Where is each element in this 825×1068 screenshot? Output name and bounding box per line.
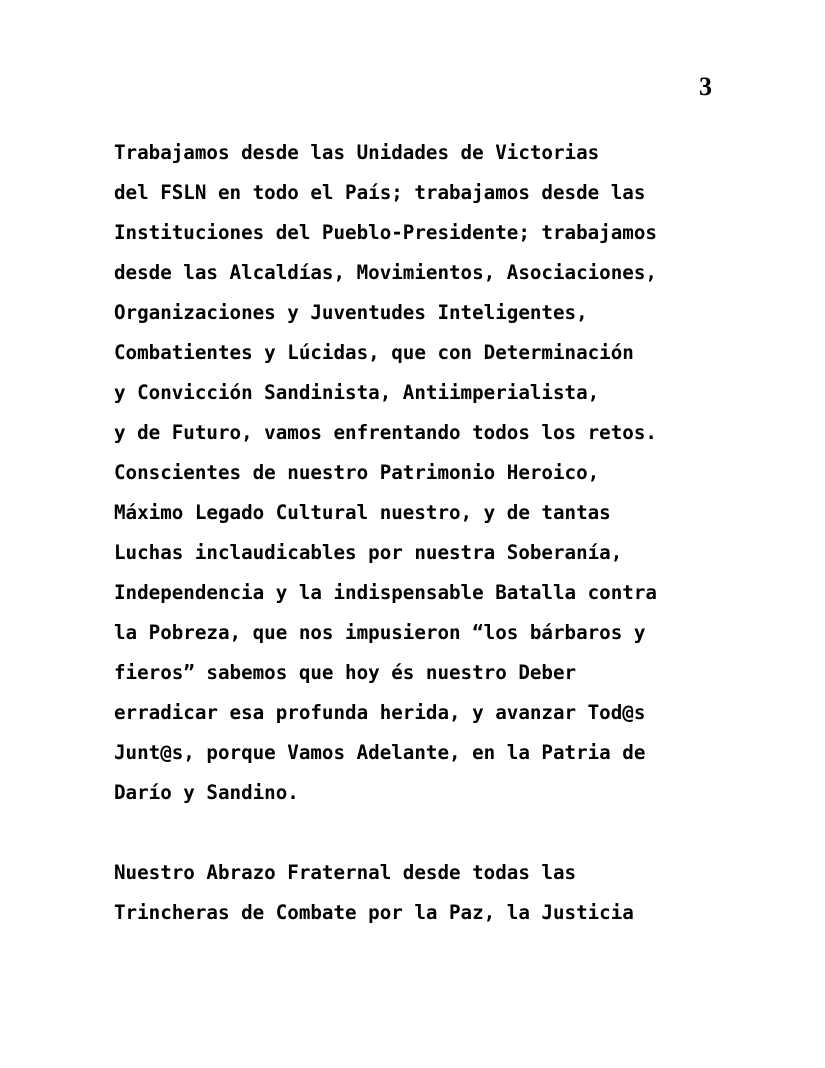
text-line: fieros” sabemos que hoy és nuestro Deber [114, 661, 577, 684]
text-line: Conscientes de nuestro Patrimonio Heroico, [114, 461, 600, 484]
text-line: Independencia y la indispensable Batalla contra [114, 581, 657, 604]
text-line: desde las Alcaldías, Movimientos, Asociaciones, [114, 261, 657, 284]
text-line: del FSLN en todo el País; trabajamos desde las [114, 181, 646, 204]
text-line: Junt@s, porque Vamos Adelante, en la Patria de [114, 741, 646, 764]
text-line: la Pobreza, que nos impusieron “los bárbaros y [114, 621, 646, 644]
text-line: Nuestro Abrazo Fraternal desde todas las [114, 861, 577, 884]
text-line: Luchas inclaudicables por nuestra Soberanía, [114, 541, 623, 564]
paragraph-spacer [114, 813, 712, 853]
text-line: Combatientes y Lúcidas, que con Determinación [114, 341, 634, 364]
text-line: y de Futuro, vamos enfrentando todos los retos. [114, 421, 657, 444]
text-line: Trabajamos desde las Unidades de Victorias [114, 141, 600, 164]
paragraph-2 [114, 853, 712, 933]
document-body [114, 133, 712, 933]
page-number: 3 [699, 72, 712, 101]
text-line: Máximo Legado Cultural nuestro, y de tantas [114, 501, 611, 524]
text-line: Darío y Sandino. [114, 781, 299, 804]
text-line: Instituciones del Pueblo-Presidente; trabajamos [114, 221, 657, 244]
paragraph-1 [114, 133, 712, 813]
text-line: y Convicción Sandinista, Antiimperialista, [114, 381, 600, 404]
text-line: Trincheras de Combate por la Paz, la Justicia [114, 901, 634, 924]
text-line: erradicar esa profunda herida, y avanzar Tod@s [114, 701, 646, 724]
text-line: Organizaciones y Juventudes Inteligentes, [114, 301, 588, 324]
